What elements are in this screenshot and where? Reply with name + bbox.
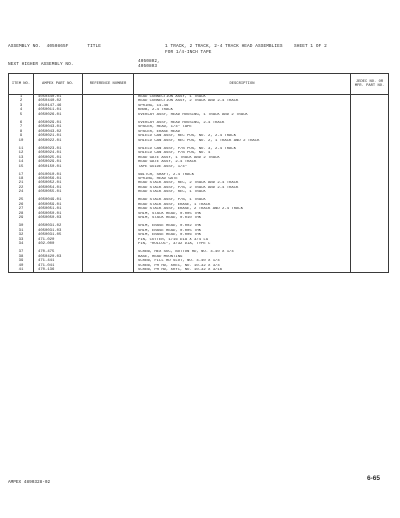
- sheet-number: SHEET 1 OF 2: [294, 44, 327, 49]
- part-description: SCREW, PH HD, XRYC, NO. 10-32 X 3/16: [134, 268, 351, 273]
- ampex-part-number: 4050051-01: [34, 207, 83, 211]
- item-number: 40: [9, 264, 34, 268]
- ampex-part-number: 471-441: [34, 259, 83, 263]
- part-description: HEAD GATE ASSY, 2-4 TRACK: [134, 160, 351, 164]
- part-description: SHIM, STACK HEAD, 0.010 THK: [134, 216, 351, 220]
- ampex-part-number: 4050043-02: [34, 130, 83, 134]
- page-number: 6-65: [367, 475, 381, 482]
- ampex-part-number: 4050031-02: [34, 224, 83, 228]
- table-row: [9, 268, 389, 273]
- ampex-part-number: 4050440-02: [34, 99, 83, 103]
- assembly-title-line2: FOR 1/4-INCH TAPE: [165, 50, 212, 55]
- item-number: 15: [9, 165, 34, 169]
- item-number: 37: [9, 250, 34, 254]
- next-higher-assembly-label: NEXT HIGHER ASSEMBLY NO.: [8, 62, 74, 67]
- column-header-reference: REFERENCE NUMBER: [83, 74, 134, 95]
- part-description: HEAD STACK ASSY, P/B, 2 TRACK AND 2-4 TRACK: [134, 186, 351, 190]
- ampex-part-number: 4010010-01: [34, 173, 83, 177]
- item-number: 5: [9, 113, 34, 117]
- ampex-part-number: 4050029-01: [34, 121, 83, 125]
- table-header-row: [9, 74, 389, 95]
- ampex-part-number: 4050026-01: [34, 113, 83, 117]
- jedec-number: [351, 113, 389, 117]
- item-number: 33: [9, 238, 34, 242]
- item-number: 6: [9, 121, 34, 125]
- part-description: SHIELD CAN ASSY, P/B POS, NO. 3, 2-4 TRACK: [134, 147, 351, 151]
- item-number: 34: [9, 242, 34, 246]
- ampex-part-number: 4050031-05: [34, 233, 83, 237]
- ampex-part-number: 4050050-03: [34, 216, 83, 220]
- ampex-part-number: 4050052-01: [34, 181, 83, 185]
- ampex-part-number: 4050011-01: [34, 108, 83, 112]
- column-header-ampex-part: AMPEX PART NO.: [34, 74, 83, 95]
- part-description: HEAD STACK ASSY, REC, 2 TRACK AND 2-4 TRACK: [134, 181, 351, 185]
- item-number: 1: [9, 95, 34, 100]
- part-description: HEAD CONNECTION ASSY, 1 TRACK: [134, 95, 351, 100]
- part-description: SWITCH, SHAFT, 2-4 TRACK: [134, 173, 351, 177]
- part-description: SPACER, ERASE HEAD: [134, 130, 351, 134]
- item-number: 31: [9, 229, 34, 233]
- item-number: 7: [9, 125, 34, 129]
- jedec-number: [351, 190, 389, 194]
- ampex-part-number: 4050056-01: [34, 177, 83, 181]
- jedec-number: [351, 139, 389, 143]
- part-description: SCREW, HEX SOC, BUTTON HD, NO. 4-40 X 1/4: [134, 250, 351, 254]
- ampex-part-number: 4050021-01: [34, 134, 83, 138]
- item-number: 14: [9, 160, 34, 164]
- item-number: 25: [9, 198, 34, 202]
- part-description: PIN, "ROLLOC", 3/32 DIA, TYPE C: [134, 242, 351, 246]
- part-description: OVERLAY ASSY, HEAD HOUSING, 1 TRACK AND 2 TRACK: [134, 113, 351, 117]
- item-number: 32: [9, 233, 34, 237]
- item-number: 9: [9, 134, 34, 138]
- ampex-part-number: 4050150-01: [34, 165, 83, 169]
- ampex-part-number: 4010147-46: [34, 104, 83, 108]
- part-description: SHIM, STACK HEAD, 0.005 THK: [134, 212, 351, 216]
- part-description: SCREW, PH HD, XREC, NO. 10-32 X 3/4: [134, 264, 351, 268]
- assembly-number: 4050865F: [46, 44, 69, 49]
- assembly-number-row: [8, 44, 109, 49]
- item-number: 10: [9, 139, 34, 143]
- ampex-part-number: 471-020: [34, 238, 83, 242]
- assembly-number-label: ASSEMBLY NO.: [8, 44, 41, 49]
- ampex-part-number: 4050043-01: [34, 125, 83, 129]
- ampex-part-number: 4050023-01: [34, 147, 83, 151]
- part-description: SHIM, ERASE HEAD, 0.006 THK: [134, 233, 351, 237]
- part-description: KNOB, 2-4 TRACK: [134, 108, 351, 112]
- ampex-part-number: 4050029-01: [34, 160, 83, 164]
- item-number: 11: [9, 147, 34, 151]
- reference-number: [83, 268, 134, 273]
- item-number: 8: [9, 130, 34, 134]
- ampex-part-number: 470-475: [34, 250, 83, 254]
- ampex-part-number: 470-136: [34, 268, 83, 273]
- item-number: 2: [9, 99, 34, 103]
- ampex-part-number: 4050059-01: [34, 203, 83, 207]
- next-higher-assembly-values: [138, 59, 160, 69]
- next-higher-assembly-value-1: 4050802,: [138, 59, 160, 64]
- column-header-description: DESCRIPTION: [134, 74, 351, 95]
- jedec-number: [351, 242, 389, 246]
- ampex-part-number: 4050031-03: [34, 229, 83, 233]
- item-number: 39: [9, 259, 34, 263]
- part-description: HEAD STACK ASSY, ERASE, 2 TRACK AND 2-4 TRACK: [134, 207, 351, 211]
- jedec-number: [351, 165, 389, 169]
- item-number: 24: [9, 190, 34, 194]
- part-description: SCREW, FILL HD SLOT, NO. 4-40 X 1/4: [134, 259, 351, 263]
- ampex-part-number: 4050420-03: [34, 255, 83, 259]
- item-number: 30: [9, 224, 34, 228]
- part-description: PIN, COTTER, 1/16 DIA X 3/4 LG: [134, 238, 351, 242]
- part-description: SHIM, ERASE HEAD, 0.002 THK: [134, 224, 351, 228]
- item-number: 22: [9, 186, 34, 190]
- ampex-part-number: 402-000: [34, 242, 83, 246]
- ampex-part-number: 4050049-01: [34, 198, 83, 202]
- ampex-part-number: 471-041: [34, 264, 83, 268]
- item-number: 41: [9, 268, 34, 273]
- part-description: SPRING, 14-46: [134, 104, 351, 108]
- part-description: HEAD STACK ASSY, ERASE, 1 TRACK: [134, 203, 351, 207]
- item-number: 17: [9, 173, 34, 177]
- item-number: 27: [9, 207, 34, 211]
- next-higher-assembly-value-2: 4050803: [138, 64, 158, 69]
- part-description: TAPE GUIDE ASSY, 1/4": [134, 165, 351, 169]
- jedec-number: [351, 216, 389, 220]
- part-description: SHIELD CAN ASSY, P/B POS, NO. 4: [134, 151, 351, 155]
- parts-list-table: [8, 73, 389, 273]
- part-description: HEAD STACK ASSY, REC, 1 TRACK: [134, 190, 351, 194]
- item-number: 38: [9, 255, 34, 259]
- item-number: 29: [9, 216, 34, 220]
- item-number: 21: [9, 181, 34, 185]
- item-number: 28: [9, 212, 34, 216]
- part-description: SHIM, ERASE HEAD, 0.005 THK: [134, 229, 351, 233]
- part-description: SHIELD CAN ASSY, REC POS, NO. 2, 1 TRACK AND 2 TRACK: [134, 139, 351, 143]
- part-description: SHIELD CAN ASSY, REC POS, NO. 2, 2-4 TRACK: [134, 134, 351, 138]
- title-label: TITLE: [87, 44, 102, 49]
- ampex-part-number: 4050024-01: [34, 151, 83, 155]
- jedec-number: [351, 268, 389, 273]
- ampex-part-number: 4050054-01: [34, 186, 83, 190]
- parts-list-body: [9, 95, 389, 273]
- column-header-jedec: JEDEC NO. OR MFR. PART NO.: [351, 74, 389, 95]
- part-description: HEAD STACK ASSY, P/B, 1 TRACK: [134, 198, 351, 202]
- ampex-part-number: 4050025-01: [34, 156, 83, 160]
- column-header-item: ITEM NO.: [9, 74, 34, 95]
- ampex-part-number: 4050050-01: [34, 212, 83, 216]
- part-description: HEAD CONNECTION ASSY, 2 TRACK AND 2-4 TRACK: [134, 99, 351, 103]
- part-description: OVERLAY ASSY, HEAD HOUSING, 2-4 TRACK: [134, 121, 351, 125]
- item-number: 18: [9, 177, 34, 181]
- part-description: SPACER, HEAD, 1/4" TAPE: [134, 125, 351, 129]
- part-description: HEAD GATE ASSY, 1 TRACK AND 2 TRACK: [134, 156, 351, 160]
- assembly-title-line1: 1 TRACK, 2 TRACK, 2-4 TRACK HEAD ASSEMBLIES: [165, 44, 283, 49]
- part-description: BASE, HEAD MOUNTING: [134, 255, 351, 259]
- item-number: 4: [9, 108, 34, 112]
- document-number: AMPEX 4890328-02: [8, 480, 51, 485]
- item-number: 13: [9, 156, 34, 160]
- part-description: SPRING, HEAD GATE: [134, 177, 351, 181]
- ampex-part-number: 4050440-01: [34, 95, 83, 100]
- ampex-part-number: 4050022-01: [34, 139, 83, 143]
- item-number: 26: [9, 203, 34, 207]
- item-number: 12: [9, 151, 34, 155]
- ampex-part-number: 4050055-01: [34, 190, 83, 194]
- item-number: 3: [9, 104, 34, 108]
